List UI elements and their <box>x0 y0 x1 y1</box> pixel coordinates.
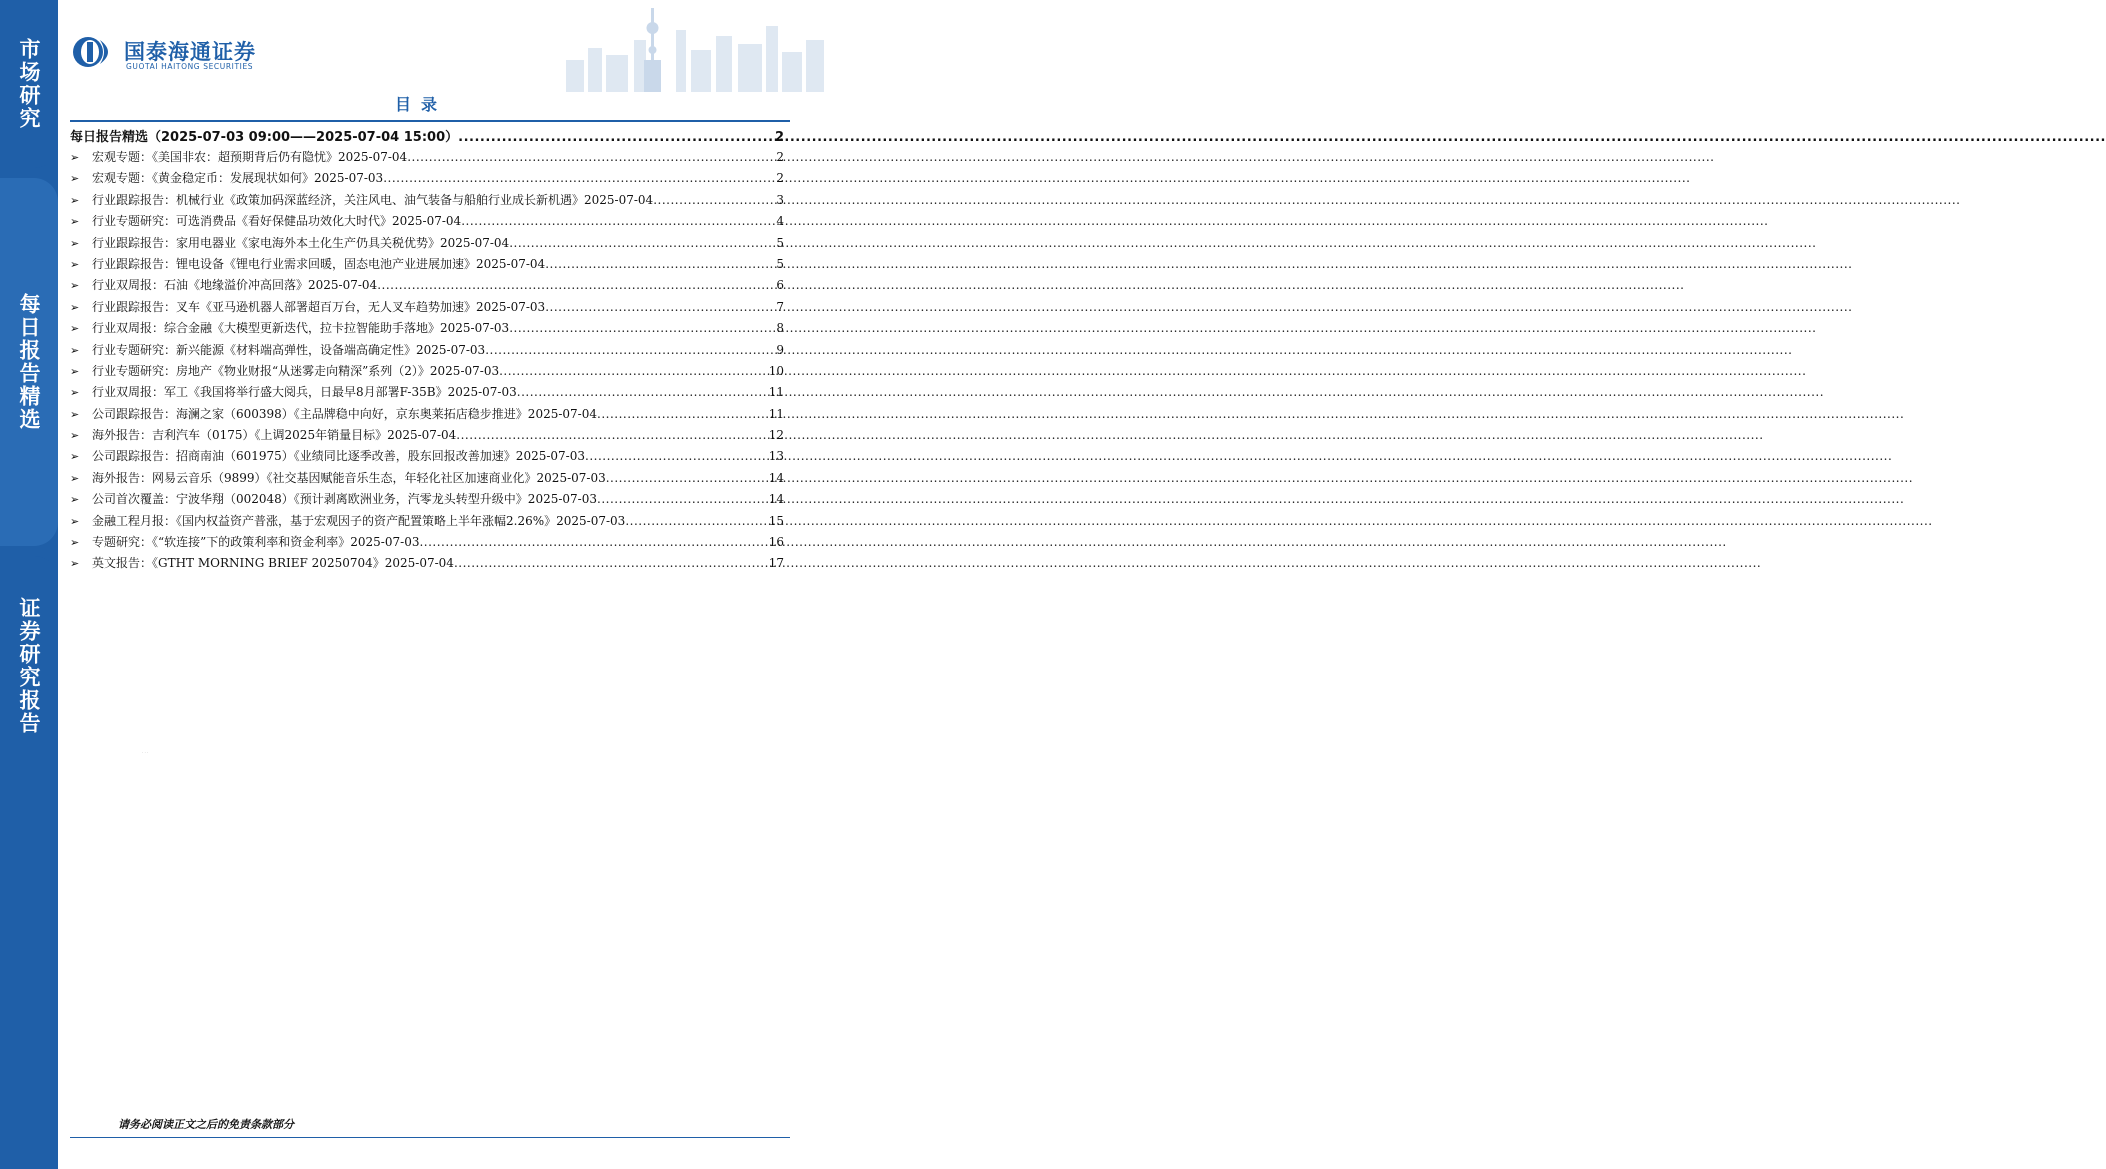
toc-leader-dots <box>509 321 774 335</box>
toc-entry-page: 17 <box>768 556 784 571</box>
toc-entry-page: 2 <box>776 171 784 186</box>
toc-entry-text: 行业跟踪报告：机械行业《政策加码深蓝经济，关注风电、油气装备与船舶行业成长新机遇》2025-07-04 <box>92 192 654 207</box>
toc-entry-text: 行业跟踪报告：叉车《亚马逊机器人部署超百万台，无人叉车趋势加速》2025-07-03 <box>92 299 546 314</box>
toc-entry-text: 宏观专题：《黄金稳定币：发展现状如何》2025-07-03 <box>92 171 384 186</box>
sidebar <box>0 0 58 1169</box>
arrow-bullet-icon: ➢ <box>70 257 80 271</box>
toc-entry-page: 5 <box>776 256 784 271</box>
logo-text-cn: 国泰海通证券 <box>124 40 256 64</box>
sidebar-tab-daily-selection: 每日报告精选 <box>0 178 58 546</box>
toc-entry[interactable] <box>70 255 784 276</box>
toc-entry-text: 行业跟踪报告：家用电器业《家电海外本土化生产仍具关税优势》2025-07-04 <box>92 235 510 250</box>
toc-entry[interactable] <box>70 191 784 212</box>
toc-entry-page: 16 <box>768 535 784 550</box>
toc-entry[interactable] <box>70 319 784 340</box>
toc-entry-page: 15 <box>768 513 784 528</box>
toc-entry[interactable] <box>70 298 784 319</box>
toc-leader-dots <box>407 150 774 164</box>
table-of-contents <box>70 126 784 576</box>
toc-entry-text: 公司跟踪报告：海澜之家（600398）《主品牌稳中向好，京东奥莱拓店稳步推进》2025-07-04 <box>92 406 597 421</box>
arrow-bullet-icon: ➢ <box>70 279 80 293</box>
footer-disclaimer: 请务必阅读正文之后的免责条款部分 <box>118 1118 294 1131</box>
sidebar-tab-market-research: 市场研究 <box>0 0 58 168</box>
toc-entry-text: 公司首次覆盖：宁波华翔（002048）《预计剥离欧洲业务，汽零龙头转型升级中》2025-07-03 <box>92 492 597 507</box>
toc-leader-dots <box>485 343 774 357</box>
toc-entry-page: 10 <box>768 363 784 378</box>
toc-entry[interactable] <box>70 362 784 383</box>
toc-entry-page: 3 <box>776 192 784 207</box>
toc-leader-dots <box>377 278 774 292</box>
toc-leader-dots <box>597 407 767 421</box>
skyline-decoration <box>526 0 826 92</box>
arrow-bullet-icon: ➢ <box>70 429 80 443</box>
toc-entry-text: 海外报告：吉利汽车（0175）《上调2025年销量目标》2025-07-04 <box>92 428 457 443</box>
toc-entry[interactable] <box>70 341 784 362</box>
toc-entry[interactable] <box>70 405 784 426</box>
arrow-bullet-icon: ➢ <box>70 343 80 357</box>
toc-leader-dots <box>545 300 774 314</box>
arrow-bullet-icon: ➢ <box>70 193 80 207</box>
toc-leader-dots <box>509 236 774 250</box>
toc-entry-text: 专题研究：《“软连接”下的政策利率和资金利率》2025-07-03 <box>92 535 420 550</box>
toc-leader-dots <box>454 556 767 570</box>
toc-entry-page: 11 <box>768 406 784 421</box>
toc-entry-text: 宏观专题：《美国非农：超预期背后仍有隐忧》2025-07-04 <box>92 150 408 164</box>
toc-main-text: 每日报告精选（2025-07-03 09:00——2025-07-04 15:00） <box>70 130 459 145</box>
arrow-bullet-icon: ➢ <box>70 493 80 507</box>
toc-entry-page: 5 <box>776 235 784 250</box>
toc-entry[interactable] <box>70 169 784 190</box>
toc-leader-dots <box>458 130 773 145</box>
title-divider <box>70 120 790 122</box>
toc-entry[interactable] <box>70 426 784 447</box>
arrow-bullet-icon: ➢ <box>70 407 80 421</box>
arrow-bullet-icon: ➢ <box>70 300 80 314</box>
arrow-bullet-icon: ➢ <box>70 386 80 400</box>
toc-entry-text: 金融工程月报：《国内权益资产普涨，基于宏观因子的资产配置策略上半年涨幅2.26%》2025-07-03 <box>92 513 626 528</box>
footer-divider <box>70 1137 790 1138</box>
toc-entry[interactable] <box>70 383 784 404</box>
toc-entry-text: 行业双周报：综合金融《大模型更新迭代，拉卡拉智能助手落地》2025-07-03 <box>92 321 510 336</box>
toc-entry-text: 行业跟踪报告：锂电设备《锂电行业需求回暖，固态电池产业进展加速》2025-07-04 <box>92 256 546 271</box>
arrow-bullet-icon: ➢ <box>70 322 80 336</box>
arrow-bullet-icon: ➢ <box>70 364 80 378</box>
toc-entry-page: 2 <box>776 150 784 164</box>
page-title: 目录 <box>394 95 447 114</box>
toc-main-page: 2 <box>774 130 784 145</box>
toc-entry-page: 9 <box>776 342 784 357</box>
toc-entry-page: 7 <box>776 299 784 314</box>
toc-leader-dots <box>456 428 766 442</box>
arrow-bullet-icon: ➢ <box>70 151 80 164</box>
toc-leader-dots <box>419 535 766 549</box>
toc-entry-page: 12 <box>768 428 784 443</box>
toc-leader-dots <box>545 257 774 271</box>
toc-entry-text: 行业专题研究：新兴能源《材料端高弹性，设备端高确定性》2025-07-03 <box>92 342 486 357</box>
toc-leader-dots <box>585 449 767 463</box>
toc-entry-page: 14 <box>768 470 784 485</box>
toc-entry-page: 13 <box>768 449 784 464</box>
toc-entry[interactable] <box>70 148 784 169</box>
arrow-bullet-icon: ➢ <box>70 557 80 571</box>
toc-entry[interactable] <box>70 276 784 297</box>
toc-entry[interactable] <box>70 447 784 468</box>
toc-entry-page: 4 <box>776 214 784 229</box>
toc-main-entry[interactable] <box>70 126 784 148</box>
toc-entry-text: 海外报告：网易云音乐（9899）《社交基因赋能音乐生态，年轻化社区加速商业化》2025-07-03 <box>92 470 606 485</box>
toc-entry-page: 8 <box>776 321 784 336</box>
toc-leader-dots <box>597 492 767 506</box>
toc-entry[interactable] <box>70 512 784 533</box>
toc-entry[interactable] <box>70 533 784 554</box>
sidebar-tab-securities-report: 证券研究报告 <box>0 556 58 776</box>
toc-entry-page: 6 <box>776 278 784 293</box>
toc-leader-dots <box>461 214 774 228</box>
toc-leader-dots <box>499 364 767 378</box>
arrow-bullet-icon: ➢ <box>70 172 80 186</box>
toc-entry[interactable] <box>70 212 784 233</box>
toc-entry-text: 行业专题研究：房地产《物业财报“从迷雾走向精深”系列（2）》2025-07-03 <box>92 363 500 378</box>
toc-entry-page: 14 <box>768 492 784 507</box>
toc-entry-text: 行业专题研究：可选消费品《看好保健品功效化大时代》2025-07-04 <box>92 214 462 229</box>
arrow-bullet-icon: ➢ <box>70 471 80 485</box>
arrow-bullet-icon: ➢ <box>70 514 80 528</box>
arrow-bullet-icon: ➢ <box>70 215 80 229</box>
sidebar-lower-band <box>0 776 58 1169</box>
toc-entry-page: 11 <box>768 385 784 400</box>
arrow-bullet-icon: ➢ <box>70 536 80 550</box>
toc-entry[interactable] <box>70 234 784 255</box>
toc-leader-dots <box>653 193 774 207</box>
toc-entry[interactable] <box>70 554 784 575</box>
toc-entry-text: 英文报告：《GTHT MORNING BRIEF 20250704》2025-07-04 <box>92 556 454 571</box>
toc-entry[interactable] <box>70 490 784 511</box>
tiny-mark: · · · <box>142 750 149 755</box>
toc-entry-text: 行业双周报：石油《地缘溢价冲高回落》2025-07-04 <box>92 278 378 293</box>
toc-entry-text: 公司跟踪报告：招商南油（601975）《业绩同比逐季改善，股东回报改善加速》2025-07-03 <box>92 449 585 464</box>
arrow-bullet-icon: ➢ <box>70 450 80 464</box>
toc-leader-dots <box>517 385 767 399</box>
toc-leader-dots <box>383 171 774 185</box>
company-logo-icon <box>72 36 116 68</box>
toc-entry-text: 行业双周报：军工《我国将举行盛大阅兵，日最早8月部署F-35B》2025-07-03 <box>92 385 517 400</box>
toc-leader-dots <box>625 514 766 528</box>
toc-leader-dots <box>606 471 767 485</box>
toc-entry[interactable] <box>70 469 784 490</box>
header <box>58 0 826 92</box>
arrow-bullet-icon: ➢ <box>70 236 80 250</box>
logo-text-en: GUOTAI HAITONG SECURITIES <box>126 62 254 71</box>
